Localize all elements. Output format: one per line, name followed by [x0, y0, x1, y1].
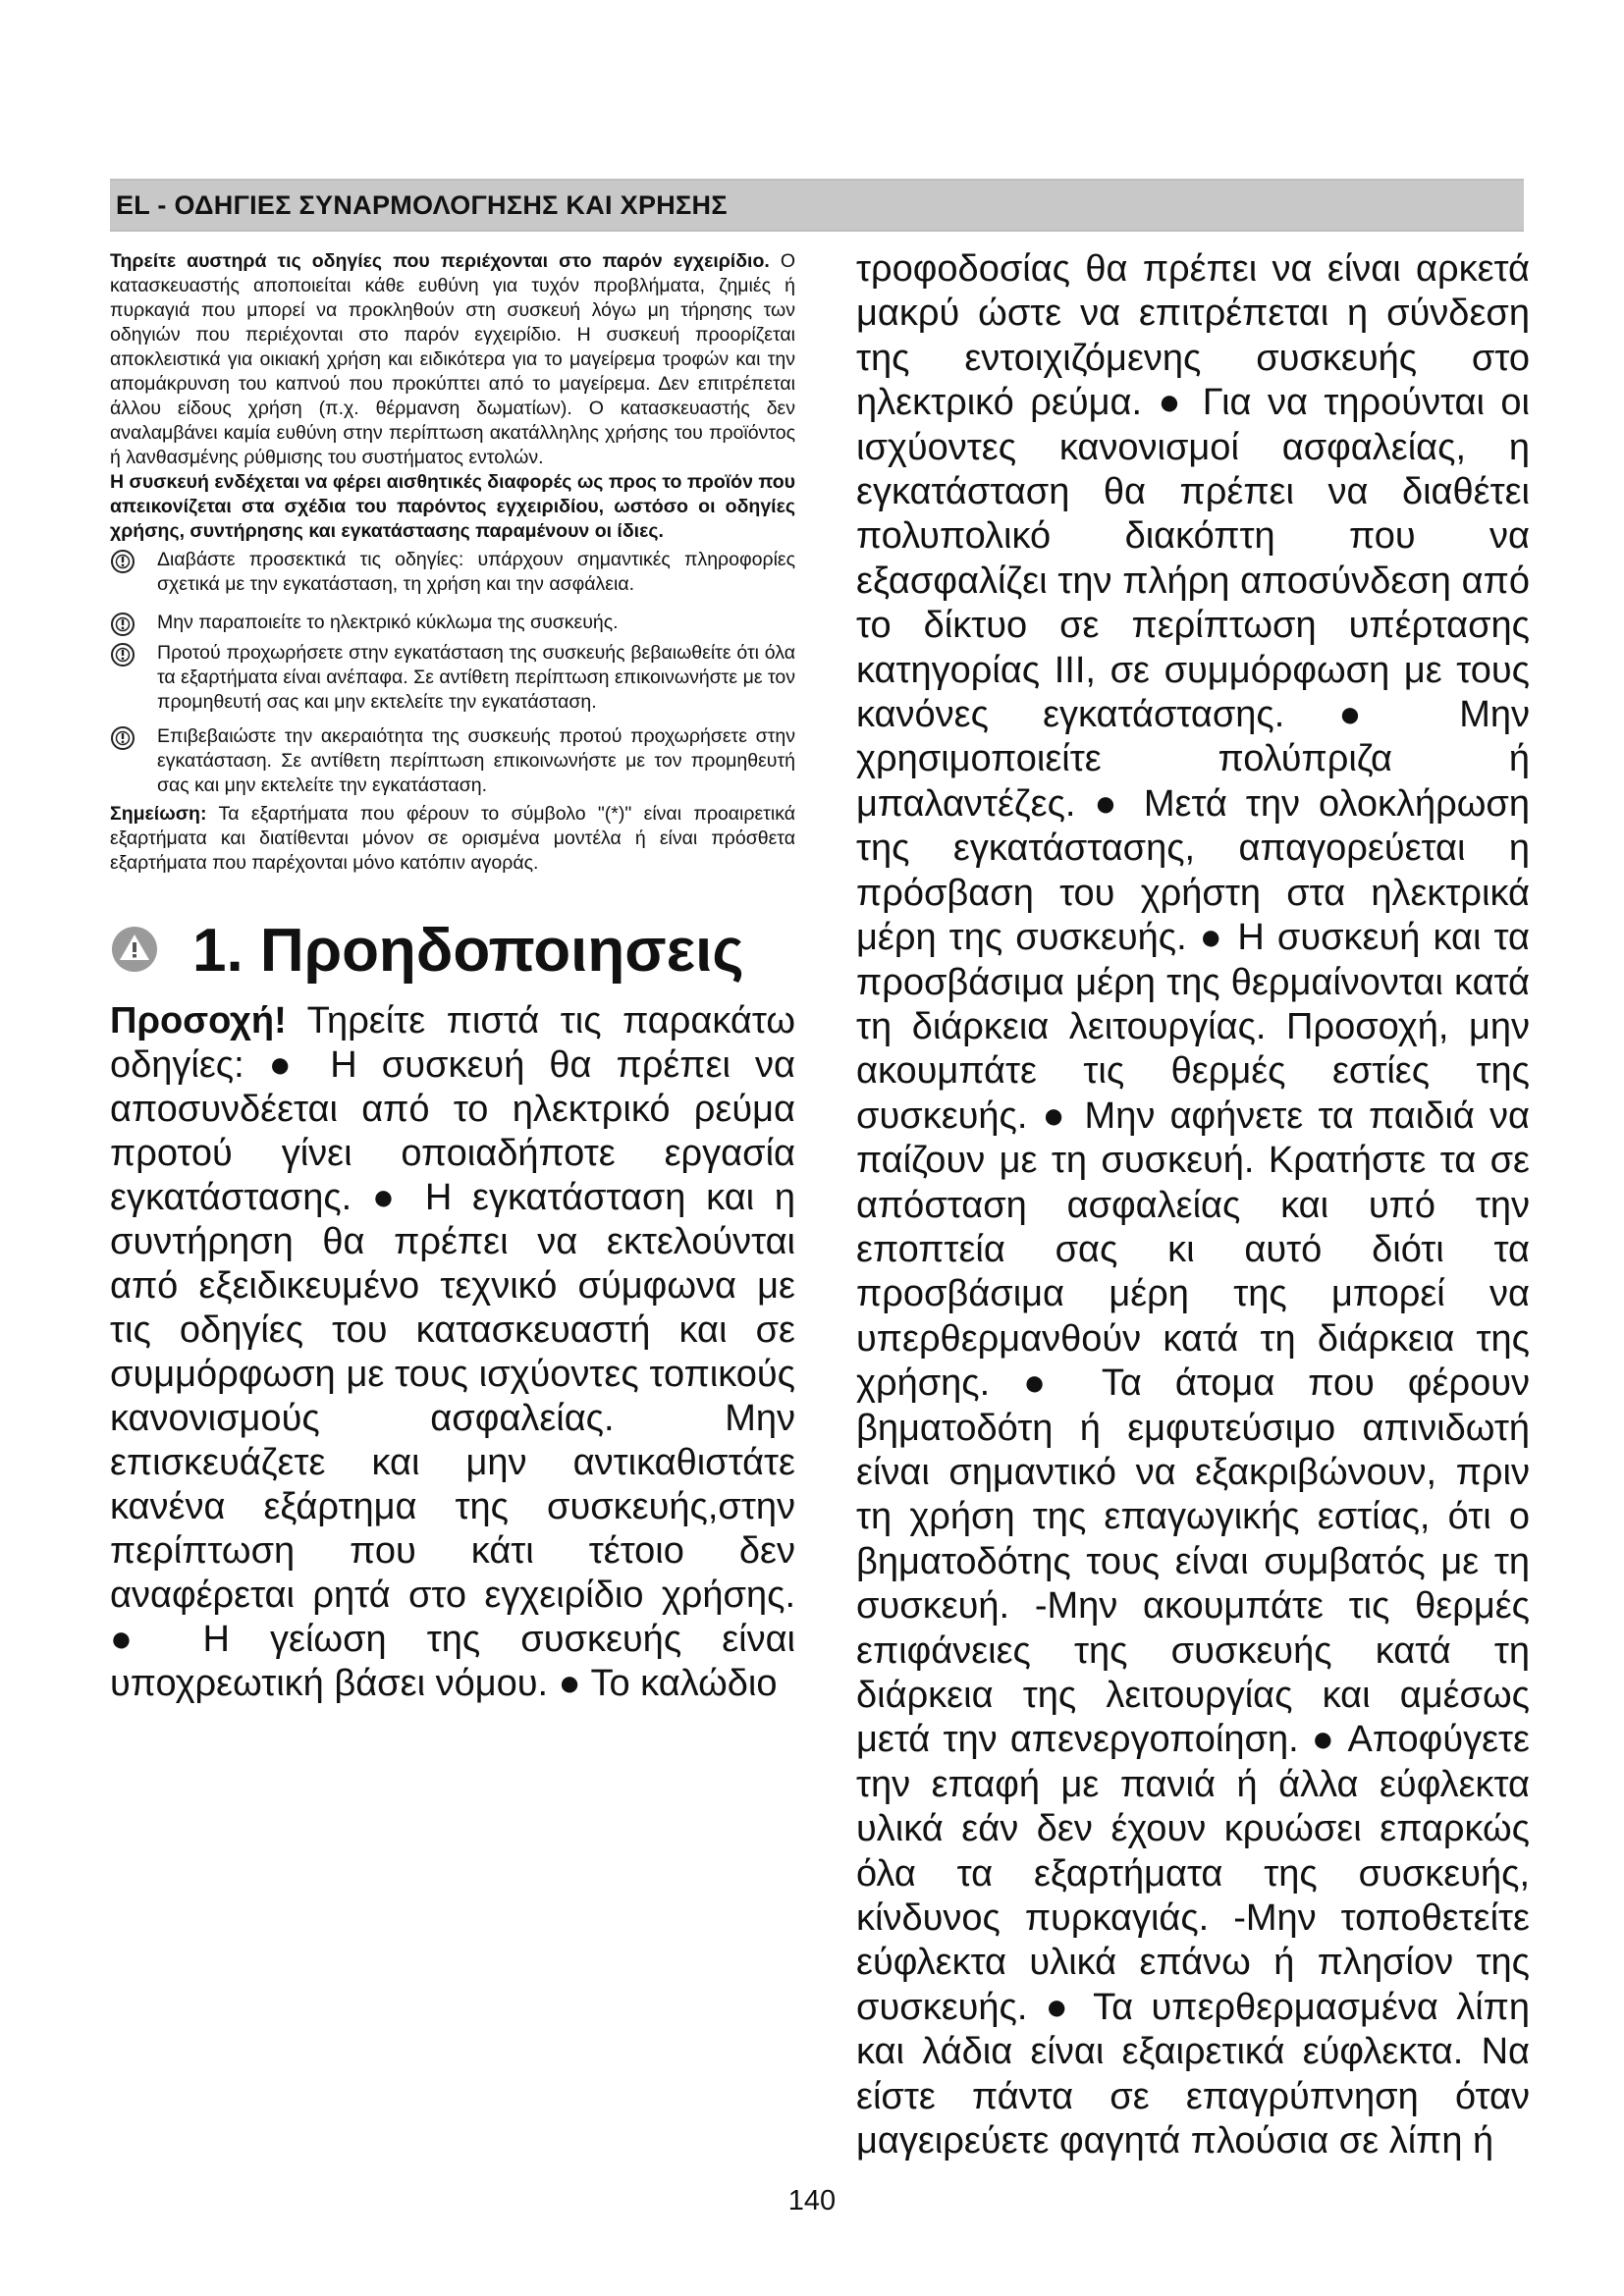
- left-column: [110, 249, 795, 1706]
- note-text: Τα εξαρτήματα που φέρουν το σύμβολο "(*)" είναι προαιρετικά εξαρτήματα και διατίθενται μόνον σε ορισμένα μοντέλα ή είναι πρόσθετα εξαρτήματα που παρέχονται μόνο κατόπιν αγοράς.: [110, 803, 795, 874]
- intro-notice: Η συσκευή ενδέχεται να φέρει αισθητικές διαφορές ως προς το προϊόν που απεικονίζεται στα σχέδια του παρόντος εγχειριδίου, ωστόσο οι οδηγίες χρήσης, συντήρησης και εγκατάστασης παραμένουν οι ίδιες.: [110, 471, 795, 542]
- warning-triangle-icon: [110, 925, 159, 974]
- warning-circle-icon: [110, 725, 135, 751]
- header-title: EL - ΟΔΗΓΙΕΣ ΣΥΝΑΡΜΟΛΟΓΗΣΗΣ ΚΑΙ ΧΡΗΣΗΣ: [116, 190, 728, 220]
- warning-text: Προτού προχωρήσετε στην εγκατάσταση της συσκευής βεβαιωθείτε ότι όλα τα εξαρτήματα είναι ανέπαφα. Σε αντίθετη περίπτωση επικοινωνήστε με τον προμηθευτή σας και μην εκτελείτε την εγκατάσταση.: [157, 642, 795, 713]
- warning-list: [110, 548, 795, 798]
- warnings-body-right: τροφοδοσίας θα πρέπει να είναι αρκετά μακρύ ώστε να επιτρέπεται η σύνδεση της εντοιχιζόμενης συσκευής στο ηλεκτρικό ρεύμα. ● Για να τηρούνται οι ισχύοντες κανονισμοί ασφαλείας, η εγκατάσταση θα πρέπει να διαθέτει πολυπολικό διακόπτη που να εξασφαλίζει την πλήρη αποσύνδεση από το δίκτυο σε περίπτωση υπέρτασης κατηγορίας III, σε συμμόρφωση με τους κανόνες εγκατάστασης. ● Μην χρησιμοποιείτε πολύπριζα ή μπαλαντέζες. ● Μετά την ολοκλήρωση της εγκατάστασης, απαγορεύεται η πρόσβαση του χρήστη στα ηλεκτρικά μέρη της συσκευής. ● Η συσκευή και τα προσβάσιμα μέρη της θερμαίνονται κατά τη διάρκεια λειτουργίας. Προσοχή, μην ακουμπάτε τις θερμές εστίες της συσκευής. ● Μην αφήνετε τα παιδιά να παίζουν με τη συσκευή. Κρατήστε τα σε απόσταση ασφαλείας και υπό την εποπτεία σας κι αυτό διότι τα προσβάσιμα μέρη της μπορεί να υπερθερμανθούν κατά τη διάρκεια της χρήσης. ● Τα άτομα που φέρουν βηματοδότη ή εμφυτεύσιμο απινιδωτή είναι σημαντικό να εξακριβώνουν, πριν τη χρήση της επαγωγικής εστίας, ότι ο βηματοδότης τους είναι συμβατός με τη συσκευή. -Μην ακουμπάτε τις θερμές επιφάνειες της συσκευής κατά τη διάρκεια της λειτουργίας και αμέσως μετά την απενεργοποίηση. ● Αποφύγετε την επαφή με πανιά ή άλλα εύφλεκτα υλικά εάν δεν έχουν κρυώσει επαρκώς όλα τα εξαρτήματα της συσκευής, κίνδυνος πυρκαγιάς. -Μην τοποθετείτε εύφλεκτα υλικά επάνω ή πλησίον της συσκευής. ● Τα υπερθερμασμένα λίπη και λάδια είναι εξαιρετικά εύφλεκτα. Να είστε πάντα σε επαγρύπνηση όταν μαγειρεύετε φαγητά πλούσια σε λίπη ή: [856, 248, 1530, 2163]
- intro-paragraph: [110, 249, 795, 470]
- note-paragraph: [110, 802, 795, 876]
- section-title: 1. Προηδοποιησεις: [192, 917, 744, 985]
- warning-item: [110, 611, 795, 635]
- warning-circle-icon: [110, 612, 135, 637]
- caution-lead: Προσοχή!: [110, 1000, 287, 1041]
- warnings-text-left: Τηρείτε πιστά τις παρακάτω οδηγίες: ● Η συσκευή θα πρέπει να αποσυνδέεται από το ηλεκτρικό ρεύμα προτού γίνει οποιαδήποτε εργασία εγκατάστασης. ● Η εγκατάσταση και η συντήρηση θα πρέπει να εκτελούνται από εξειδικευμένο τεχνικό σύμφωνα με τις οδηγίες του κατασκευαστή και σε συμμόρφωση με τους ισχύοντες τοπικούς κανονισμούς ασφαλείας. Μην επισκευάζετε και μην αντικαθιστάτε κανένα εξάρτημα της συσκευής,στην περίπτωση που κάτι τέτοιο δεν αναφέρεται ρητά στο εγχειρίδιο χρήσης. ● Η γείωση της συσκευής είναι υποχρεωτική βάσει νόμου. ● Το καλώδιο: [110, 1000, 795, 1704]
- warning-circle-icon: [110, 549, 135, 574]
- section-header-bar: [110, 179, 1524, 232]
- note-label: Σημείωση:: [110, 803, 207, 825]
- warnings-body-left: [110, 999, 795, 1706]
- warning-item: [110, 548, 795, 597]
- warning-text: Μην παραποιείτε το ηλεκτρικό κύκλωμα της συσκευής.: [157, 612, 619, 633]
- section-heading: [110, 915, 795, 993]
- warning-item: [110, 641, 795, 715]
- right-column: [856, 247, 1530, 2163]
- intro-bold: Τηρείτε αυστηρά τις οδηγίες που περιέχονται στο παρόν εγχειρίδιο.: [110, 250, 770, 272]
- intro-text: Ο κατασκευαστής αποποιείται κάθε ευθύνη για τυχόν προβλήματα, ζημιές ή πυρκαγιά που μπορεί να προκληθούν στη συσκευή λόγω μη τήρησης των οδηγιών που περιέχονται στο παρόν εγχειρίδιο. Η συσκευή προορίζεται αποκλειστικά για οικιακή χρήση και ειδικότερα για το μαγείρεμα τροφών και την απομάκρυνση του καπνού που προκύπτει από το μαγείρεμα. Δεν επιτρέπεται άλλου είδους χρήση (π.χ. θέρμανση δωματίων). Ο κατασκευαστής δεν αναλαμβάνει καμία ευθύνη στην περίπτωση ακατάλληλης χρήσης του προϊόντος ή λανθασμένης ρύθμισης του συστήματος εντολών.: [110, 250, 795, 468]
- warning-text: Διαβάστε προσεκτικά τις οδηγίες: υπάρχουν σημαντικές πληροφορίες σχετικά με την εγκατάσταση, τη χρήση και την ασφάλεια.: [157, 549, 795, 595]
- warning-text: Επιβεβαιώστε την ακεραιότητα της συσκευής προτού προχωρήσετε στην εγκατάσταση. Σε αντίθετη περίπτωση επικοινωνήστε με τον προμηθευτή σας και μην εκτελείτε την εγκατάσταση.: [157, 725, 795, 796]
- page-number: 140: [787, 2185, 837, 2216]
- warning-circle-icon: [110, 642, 135, 667]
- warning-item: [110, 724, 795, 798]
